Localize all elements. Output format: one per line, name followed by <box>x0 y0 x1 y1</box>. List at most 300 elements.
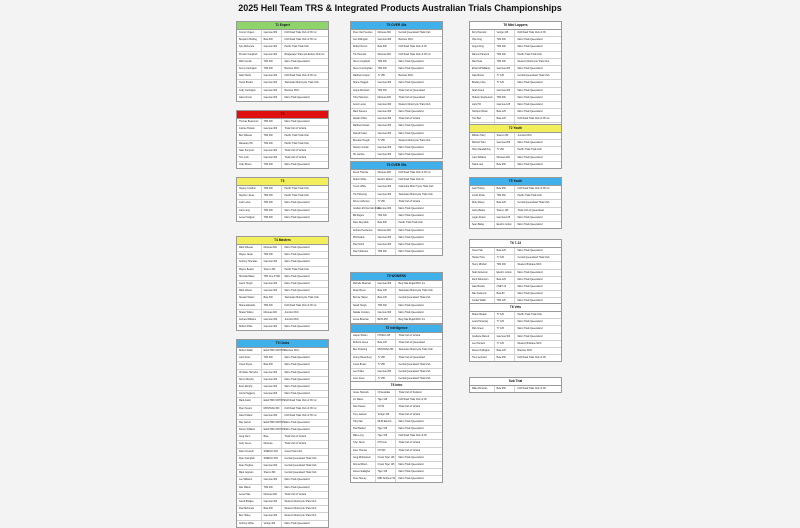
table-row <box>470 255 561 262</box>
club-name: Central Queensland Trials Club <box>517 257 550 260</box>
motorcycle: Gas Gas 300 <box>376 131 397 137</box>
motorcycle: Gas Gas 300 <box>376 192 397 198</box>
table-row <box>237 155 328 162</box>
club-name: Metro Trials Queensland <box>517 285 543 288</box>
motorcycle: Gas Gas 125 <box>495 102 516 108</box>
table-row <box>470 284 561 291</box>
motorcycle: Gas Gas 300 <box>262 80 283 86</box>
class-table <box>236 236 329 331</box>
class-table <box>350 272 443 324</box>
table-row <box>470 133 561 140</box>
table-row <box>237 252 328 259</box>
rider-name: Jones Brown <box>351 362 376 368</box>
class-table <box>469 124 562 169</box>
table-row <box>237 208 328 215</box>
motorcycle: Gas Gas 300 <box>262 259 283 265</box>
rider-name: Steve Cunningham <box>351 66 376 72</box>
table-row <box>351 310 442 317</box>
club-name: Trials Club of Victoria <box>284 443 307 446</box>
motorcycle: TRS 300 <box>262 141 283 147</box>
class-table <box>350 21 443 159</box>
class-table-header: T5 WOMENS <box>351 273 442 281</box>
table-row <box>351 235 442 242</box>
rider-name: Nate Tennyson <box>237 148 262 154</box>
motorcycle: Montesa 300 <box>262 310 283 316</box>
club-name: KLR Road Trials Club of NV Inc <box>284 304 317 307</box>
club-name: Metro Trials Queensland <box>398 154 424 157</box>
table-row <box>470 186 561 193</box>
table-row <box>470 102 561 109</box>
rider-name: Milan Donovan <box>470 386 495 392</box>
page-title: 2025 Hell Team TRS & Integrated Products Australian Trials Championships <box>238 3 562 13</box>
club-name: Western Motorcycle Trials Club <box>284 515 317 518</box>
motorcycle: Tiger 125 <box>376 433 397 439</box>
club-name: KLR Road Trials Club of NV <box>398 399 427 402</box>
class-table-header: T5 OVER 40s <box>351 22 442 30</box>
club-name: Junction MCC <box>284 311 299 314</box>
class-table <box>469 303 562 362</box>
rider-name: Grahame Barrett <box>470 334 495 340</box>
motorcycle: MONTESA 250 <box>376 347 397 353</box>
table-row <box>237 274 328 281</box>
class-table-header: T6 Intro <box>351 382 442 390</box>
motorcycle: Gas Gas 300 <box>262 384 283 390</box>
rider-name: Robert Beaton <box>470 312 495 318</box>
table-row <box>470 334 561 341</box>
club-name: Metro Trials Queensland <box>517 271 543 274</box>
club-name: Central Queensland Trials Club <box>284 457 317 460</box>
club-name: Pacific Trials Trials Club <box>517 149 542 152</box>
table-row <box>351 333 442 340</box>
table-row <box>351 59 442 66</box>
club-name: Metro Trials Queensland <box>517 39 543 42</box>
table-row <box>470 80 561 87</box>
table-row <box>351 455 442 462</box>
motorcycle: Gas Gas 300 <box>262 44 283 50</box>
table-row <box>351 73 442 80</box>
table-row <box>470 262 561 269</box>
rider-name: Connor Vugers <box>237 30 262 36</box>
motorcycle: Beta <box>262 434 283 440</box>
table-row <box>237 362 328 369</box>
club-name: Metro Trials Queensland <box>284 479 310 482</box>
club-name: Trials Club of Victoria <box>398 118 421 121</box>
rider-name: Zach Robertson <box>470 277 495 283</box>
rider-name: Joshua Hudson <box>237 126 262 132</box>
club-name: KLR Road Trials Club of NV Inc <box>284 414 317 417</box>
motorcycle: Electric motion <box>495 222 516 228</box>
class-table <box>350 161 443 256</box>
class-table <box>469 177 562 229</box>
rider-name: Anthony White <box>237 521 262 527</box>
rider-name: Natalie Crossley <box>351 310 376 316</box>
motorcycle: Gas Gas 300 <box>262 413 283 419</box>
table-row <box>237 492 328 499</box>
rider-name: Mitchell Todd <box>470 140 495 146</box>
class-table <box>350 381 443 483</box>
rider-name: Owen Hall <box>470 248 495 254</box>
table-row <box>237 303 328 310</box>
table-row <box>351 419 442 426</box>
club-name: Western Motorcycle Trials Club <box>284 500 317 503</box>
rider-name: Jenna Bowman <box>351 317 376 323</box>
rider-name: Darren Pollington <box>470 348 495 354</box>
motorcycle: TRS 300 <box>262 208 283 214</box>
motorcycle: TY 125 <box>495 341 516 347</box>
table-row <box>351 52 442 59</box>
motorcycle: TRS 250 <box>495 193 516 199</box>
rider-name: Greg Mottramson <box>351 455 376 461</box>
table-row <box>470 95 561 102</box>
rider-name: Jake Holland <box>237 413 262 419</box>
motorcycle: TRS 300 <box>376 303 397 309</box>
table-row <box>470 162 561 168</box>
club-name: KLR Road Trials Club of NV Inc <box>284 32 317 34</box>
motorcycle: Beta 250 <box>495 162 516 168</box>
motorcycle: TRS 300 <box>262 193 283 199</box>
motorcycle: Gas Gas 300 <box>376 102 397 108</box>
rider-name: Jarvis Haggerty <box>237 391 262 397</box>
motorcycle: Beta 125 <box>495 348 516 354</box>
club-name: Metro Trials Queensland <box>284 326 310 329</box>
table-row <box>351 30 442 37</box>
motorcycle: Gas Gas 300 <box>262 281 283 287</box>
motorcycle: Gas Gas 300 <box>376 145 397 151</box>
motorcycle: Gas Gas 300 <box>376 80 397 86</box>
rider-name: Michelle Bowman <box>351 281 376 287</box>
table-row <box>351 213 442 220</box>
motorcycle: Gas Gas 300 <box>262 499 283 505</box>
motorcycle: Gas Gas 300 <box>262 52 283 58</box>
rider-name: Ben Pickering <box>351 347 376 353</box>
club-name: Metro Trials Queensland <box>284 290 310 293</box>
table-row <box>351 199 442 206</box>
table-row <box>470 319 561 326</box>
rider-name: Andy Green <box>237 441 262 447</box>
rider-name: Anthony Sheridan <box>237 259 262 265</box>
motorcycle: Gas Gas 300 <box>376 235 397 241</box>
class-table <box>236 110 329 169</box>
table-row <box>237 398 328 405</box>
table-row <box>351 88 442 95</box>
table-row <box>351 404 442 411</box>
table-row <box>351 177 442 184</box>
motorcycle: Gas Gas 300 <box>376 206 397 212</box>
table-row <box>351 317 442 323</box>
motorcycle: TRS One R 300 <box>262 274 283 280</box>
rider-name: Christian Horrocks <box>237 370 262 376</box>
rider-name: Paul McKenna <box>237 506 262 512</box>
rider-name: Jane Thomas <box>351 448 376 454</box>
motorcycle: TRS 300 <box>495 52 516 58</box>
table-row <box>470 291 561 298</box>
club-name: Metro Trials Queensland <box>517 46 543 49</box>
rider-name: Tyler Jarvis <box>351 440 376 446</box>
motorcycle: Vertigo 125 <box>376 412 397 418</box>
rider-name: Dan Wilson <box>237 485 262 491</box>
motorcycle: Vertigo 125 <box>495 30 516 36</box>
motorcycle: Beta 125 <box>495 248 516 254</box>
club-name: Pacific Trials Trials Club <box>284 46 309 49</box>
rider-name: Brendan Hought <box>351 138 376 144</box>
table-row <box>237 119 328 126</box>
club-name: Pacific Trials Trials Club <box>284 142 309 145</box>
club-name: Metro Trials Queensland <box>284 421 310 424</box>
club-name: Trials Club of Queensland <box>398 89 425 92</box>
rider-name: Harper Price <box>470 255 495 261</box>
club-name: Metro Trials Queensland <box>517 67 543 70</box>
club-name: KLR Road Trials Club of NV Inc <box>398 53 431 56</box>
club-name: Metro Trials Queensland <box>398 420 424 423</box>
club-name: Trials Club of Victoria <box>398 413 421 416</box>
club-name: Bowriver MCC <box>284 350 300 352</box>
motorcycle: TY 250 <box>376 376 397 382</box>
table-row <box>351 228 442 235</box>
club-name: Berg Tata Rugall MCC Inc <box>398 283 425 285</box>
motorcycle: Tiger 125 <box>376 397 397 403</box>
table-row <box>237 281 328 288</box>
club-name: Metro Trials Queensland <box>284 364 310 367</box>
motorcycle: Beta 300 <box>376 220 397 226</box>
motorcycle: TRS 300 <box>495 37 516 43</box>
club-name: Trials Club of Victoria <box>284 149 307 152</box>
club-name: Metro Trials Queensland <box>284 357 310 360</box>
table-row <box>237 193 328 200</box>
table-row <box>470 66 561 73</box>
rider-name: Hayley Crowther <box>237 186 262 192</box>
rider-name: Henry Mitchell <box>470 262 495 268</box>
club-name: Western Motorcycle Trials Club <box>398 103 431 106</box>
motorcycle: MONTESA 300 <box>262 406 283 412</box>
motorcycle: Beta 125 <box>376 340 397 346</box>
club-name: Western Brisbane MCC <box>517 342 542 345</box>
motorcycle: Gas Gas 300 <box>376 184 397 190</box>
table-row <box>237 148 328 155</box>
motorcycle: TRS 300 <box>262 303 283 309</box>
table-row <box>470 326 561 333</box>
class-table <box>469 239 562 306</box>
table-row <box>351 288 442 295</box>
club-name: Metro Trials Queensland <box>517 103 543 106</box>
rider-name: Simon Jefferson <box>351 199 376 205</box>
table-row <box>237 259 328 266</box>
table-row <box>237 348 328 355</box>
motorcycle: Tiger 125 <box>376 426 397 432</box>
rider-name: Max Anderson <box>470 291 495 297</box>
motorcycle: ELECTRIC MOTION <box>262 420 283 426</box>
motorcycle: Gas Gas 300 <box>495 88 516 94</box>
rider-name: Mike Long <box>351 433 376 439</box>
table-row <box>351 476 442 482</box>
table-row <box>237 52 328 59</box>
motorcycle: Gas Gas 125 <box>495 215 516 221</box>
club-name: Western Motorcycle Trials Club <box>398 139 431 142</box>
rider-name: Jesse Hodgson <box>237 215 262 221</box>
table-row <box>470 37 561 44</box>
rider-name: Stewart Shawn <box>237 295 262 301</box>
rider-name: Peter Stoney <box>351 476 376 482</box>
rider-name: Oscar Payne <box>237 362 262 368</box>
class-table-header: T6 7-13 <box>470 240 561 248</box>
club-name: Metro Trials Queensland <box>398 229 424 232</box>
club-name: Trials Club of Victoria <box>284 156 307 159</box>
table-row <box>237 30 328 37</box>
rider-name: Robert Denno <box>351 44 376 50</box>
motorcycle: Gas Gas 300 <box>262 155 283 161</box>
rider-name: Sam Davies <box>351 404 376 410</box>
rider-name: Andrew Williams <box>237 317 262 323</box>
table-row <box>237 267 328 274</box>
rider-name: Josh Lewis <box>237 200 262 206</box>
class-table-header: T2 Youth <box>470 125 561 133</box>
club-name: Bowriver MCC <box>398 39 414 42</box>
motorcycle: Sherco 300 <box>262 470 283 476</box>
table-row <box>237 295 328 302</box>
club-name: Metro Trials Queensland <box>284 261 310 264</box>
rider-name: Jimmy Rosenberg <box>351 355 376 361</box>
rider-name: Dave Reynolds <box>351 220 376 226</box>
club-name: Tasmanian Motorcycle Trials Club <box>398 193 433 196</box>
table-row <box>237 288 328 295</box>
table-row <box>237 521 328 527</box>
rider-name: Ben Hickey <box>237 513 262 519</box>
table-row <box>237 66 328 73</box>
club-name: Central Queensland Trials Club <box>398 297 431 300</box>
club-name: Caloundra Motor Cycle Trials Club <box>398 186 434 189</box>
table-row <box>237 80 328 87</box>
rider-name: Ben Wheeler <box>237 133 262 139</box>
motorcycle: ELECTRIC MOTION <box>262 427 283 433</box>
rider-name: Preston Campbell <box>237 52 262 58</box>
club-name: Metro Trials Queensland <box>398 251 424 254</box>
club-name: KLR Road Trials Club of NV <box>517 357 546 360</box>
motorcycle: TY 250 <box>376 138 397 144</box>
motorcycle: Gas Gas 300 <box>262 95 283 101</box>
rider-name: Ryan Tenant <box>237 406 262 412</box>
club-name: Metro Trials Queensland <box>398 236 424 239</box>
motorcycle: BETA 250 <box>376 317 397 323</box>
club-name: Trials Club of Queensland <box>398 342 425 345</box>
motorcycle: Gas Gas 300 <box>376 123 397 129</box>
motorcycle: Electric motion <box>495 270 516 276</box>
motorcycle: Montesa 260 <box>495 155 516 161</box>
table-row <box>351 123 442 130</box>
motorcycle: Sherco 300 <box>262 267 283 273</box>
rider-name: Sean Bailey <box>470 222 495 228</box>
table-row <box>237 456 328 463</box>
rider-name: Kyle McKenzie <box>237 44 262 50</box>
rider-name: Jacky Barker <box>470 208 495 214</box>
motorcycle: Beta 300 <box>262 295 283 301</box>
table-row <box>470 341 561 348</box>
table-row <box>237 477 328 484</box>
motorcycle: TY 125 <box>495 255 516 261</box>
class-table-header: T5 Intelligence <box>351 325 442 333</box>
rider-name: Sarah Hough <box>351 303 376 309</box>
club-name: Metro Trials Queensland <box>284 202 310 205</box>
rider-name: Jordan Walsh <box>470 298 495 304</box>
club-name: Metro Trials Queensland <box>398 207 424 210</box>
club-name: KLR Road Trials Club of NV Inc <box>284 407 317 410</box>
table-row <box>351 281 442 288</box>
rider-name: Robert White <box>237 324 262 330</box>
motorcycle: Beta 80 <box>495 291 516 297</box>
rider-name: Lee Williams <box>237 477 262 483</box>
rider-name: Nic Lambie <box>351 152 376 158</box>
club-name: Metro Trials Queensland <box>517 163 543 166</box>
club-name: Central Queensland Trials Club <box>284 465 317 467</box>
club-name: Metro Trials Queensland <box>284 486 310 489</box>
rider-name: Tony Jackson <box>351 412 376 418</box>
table-row <box>237 95 328 101</box>
motorcycle: TRS 300 <box>262 215 283 221</box>
rider-name: Noah Anderson <box>470 270 495 276</box>
table-row <box>351 426 442 433</box>
club-name: Central Queensland Trials Club <box>398 32 431 34</box>
motorcycle: TRS 300 <box>262 200 283 206</box>
table-row <box>470 277 561 284</box>
club-name: Metro Trials Queensland <box>398 111 424 114</box>
rider-name: Robert Walsh <box>237 348 262 354</box>
motorcycle: Gas Gas 300 <box>262 391 283 397</box>
rider-name: Oscar Brooks <box>237 80 262 86</box>
rider-name: Theo Levinson <box>470 355 495 361</box>
rider-name: Paul Bartlett <box>351 426 376 432</box>
club-name: Metro Trials Queensland <box>398 456 424 459</box>
rider-name: Simon Lingsfield <box>351 59 376 65</box>
class-table <box>236 21 329 102</box>
table-row <box>237 441 328 448</box>
table-row <box>237 506 328 513</box>
rider-name: Lewis Pickering <box>470 319 495 325</box>
motorcycle: TY 250 <box>376 199 397 205</box>
rider-name: Angus King <box>470 44 495 50</box>
table-row <box>351 145 442 152</box>
rider-name: Logan Peters <box>470 215 495 221</box>
rider-name: Mark Jeppson <box>237 470 262 476</box>
class-table <box>236 177 329 222</box>
table-row <box>470 30 561 37</box>
club-name: Metro Trials Queensland <box>517 82 543 85</box>
table-row <box>237 513 328 520</box>
club-name: Bowriver MCC <box>284 67 300 70</box>
motorcycle: TRS 300 <box>376 59 397 65</box>
class-table <box>350 324 443 383</box>
table-row <box>351 152 442 158</box>
rider-name: Robert White <box>351 177 376 183</box>
rider-name: Ruby Davey <box>470 200 495 206</box>
motorcycle: Beta 250 <box>495 355 516 361</box>
motorcycle: Gas Gas 300 <box>262 73 283 79</box>
club-name: Metro Trials Queensland <box>398 67 424 70</box>
club-name: Metro Trials Queensland <box>517 300 543 303</box>
club-name: Metro Trials Queensland <box>398 427 424 430</box>
table-row <box>470 270 561 277</box>
table-row <box>237 377 328 384</box>
motorcycle: Beta 250 <box>495 386 516 392</box>
table-row <box>237 310 328 317</box>
club-name: Junction MCC <box>284 318 299 321</box>
rider-name: Tim Hancock <box>351 52 376 58</box>
table-row <box>351 369 442 376</box>
motorcycle: TRS 300 <box>262 162 283 168</box>
table-row <box>237 470 328 477</box>
table-row <box>470 215 561 222</box>
rider-name: Matthew Dowell <box>351 123 376 129</box>
table-row <box>470 155 561 162</box>
table-row <box>237 499 328 506</box>
club-name: Central Queensland Trials Club <box>284 472 317 475</box>
